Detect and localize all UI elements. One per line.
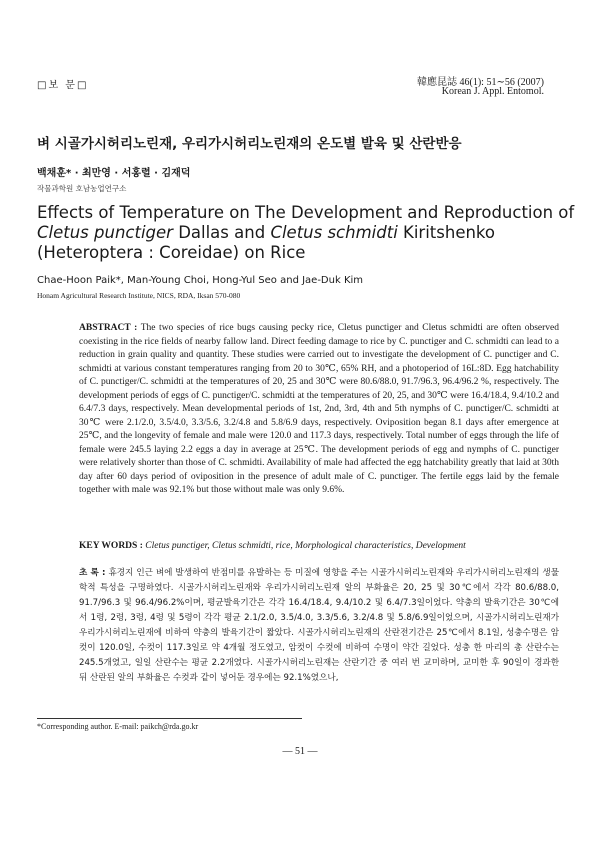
footnote: *Corresponding author. E-mail: paikch@rda.go.kr: [37, 722, 199, 731]
keywords: [79, 540, 559, 553]
abstract-korean: [79, 566, 559, 686]
page-number: — 51 —: [282, 746, 318, 757]
title-korean: 벼 시골가시허리노린재, 우리가시허리노린재의 온도별 발육 및 산란반응: [37, 136, 462, 152]
affiliation-korean: 작물과학원 호남농업연구소: [37, 184, 127, 193]
title-species-1: Cletus punctiger: [37, 223, 173, 242]
keywords-text: Cletus punctiger, Cletus schmidti, rice, Morphological characteristics, Development: [145, 541, 466, 551]
abstract-korean-label: 초 록 :: [79, 568, 106, 578]
authors-korean: 백채훈* · 최만영 · 서홍렬 · 김재덕: [37, 168, 191, 179]
journal-name: Korean J. Appl. Entomol.: [441, 86, 544, 97]
title-part-2: Dallas and: [172, 223, 271, 242]
affiliation-english: Honam Agricultural Research Institute, NICS, RDA, Iksan 570-080: [37, 291, 241, 300]
title-species-2: Cletus schmidti: [270, 223, 398, 242]
title-part-1: Effects of Temperature on The Development and Reproduction of: [37, 203, 575, 222]
authors-english: Chae-Hoon Paik*, Man-Young Choi, Hong-Yul Seo and Jae-Duk Kim: [37, 275, 364, 286]
journal-citation: 韓應昆誌 46(1): 51∼56 (2007): [417, 77, 544, 88]
footnote-divider: [37, 718, 302, 719]
article-type-label: □보 문□: [37, 80, 89, 91]
title-english: [37, 203, 577, 263]
title-part-3: Kiritshenko (Heteroptera : Coreidae) on Rice: [37, 223, 495, 262]
abstract-korean-text: 휴경지 인근 벼에 발생하여 반점미를 유발하는 등 미질에 영향을 주는 시골가시허리노린재와 우리가시허리노린재의 생물학적 특성을 구명하였다. 시골가시허리노린재와 우리가시허리노린재 알의 부화율은 20, 25 및 30℃에서 각각 80.6/88.0, 91.7/96.3 및 96.4/96.2%이며, 평균발육기간은 각각 16.4/18.4, 9.4/10.2 및 6.4/7.3일이었다. 약충의 발육기간은 30℃에서 1령, 2령, 3령, 4령 및 5령이 각각 평균 2.1/2.0, 3.5/4.0, 3.3/5.6, 3.2/4.8 및 5.8/6.9일이었으며, 시골가시허리노린재가 우리가시허리노린재에 비하여 약충의 발육기간이 짧았다. 시골가시허리노린재의 산란전기간은 25℃에서 8.1일, 성충수명은 암컷이 120.0일, 수컷이 117.3일로 약 4개월 정도였고, 암컷이 수컷에 비하여 수명이 약간 길었다. 성충 한 마리의 총 산란수는 245.5개였고, 일일 산란수는 평균 2.2개였다. 시골가시허리노린재는 산란기간 중 여러 번 교미하며, 교미한 후 90일이 경과한 뒤 산란된 알의 부화율은 수컷과 같이 넣어둔 경우에는 92.1%였으나,: [79, 568, 560, 683]
abstract-text: The two species of rice bugs causing pecky rice, Cletus punctiger and Cletus schmidti are often observed coexisting in the rice fields of nearby fallow land. Direct feeding damage to rice by C. punctiger and C. schmidti can lead to a reduction in grain quality and quantity. These studies were carried out to investigate the development of C. punctiger and C. schmidti at various constant temperatures ranging from 20 to 30℃, 65% RH, and a photoperiod of 16L:8D. Egg hatchability of C. punctiger/C. schmidti at the temperatures of 20, 25 and 30℃ were 80.6/88.0, 91.7/96.3, 96.4/96.2 %, respectively. The development periods of eggs of C. punctiger/C. schmidti at the temperatures of 20, 25, and 30℃ were 16.4/18.4, 9.4/10.2 and 6.4/7.3 days, respectively. Mean developmental periods of 1st, 2nd, 3rd, 4th and 5th nymphs of C. punctiger/C. schmidti at 30℃ were 2.1/2.0, 3.5/4.0, 3.3/5.6, 3.2/4.8 and 5.8/6.9 days, respectively. Oviposition began 8.1 days after emergence at 25℃, and the longevity of female and male were 120.0 and 117.3 days, respectively. Total number of eggs through the life of female were 245.5 laying 2.2 eggs a day in average at 25℃. The development periods of egg and nymphs of C. punctiger were relatively shorter than those of C. schmidti. Availability of male had affected the egg hatchability greatly that laid at 30th day after 60 days period of oviposition in the presence of adult male of C. punctiger. The fertile eggs laid by the female together with male was 92.1% but those without male was only 9.6%.: [79, 323, 559, 495]
abstract: [79, 322, 559, 498]
abstract-label: ABSTRACT :: [79, 323, 138, 333]
keywords-label: KEY WORDS :: [79, 541, 143, 551]
